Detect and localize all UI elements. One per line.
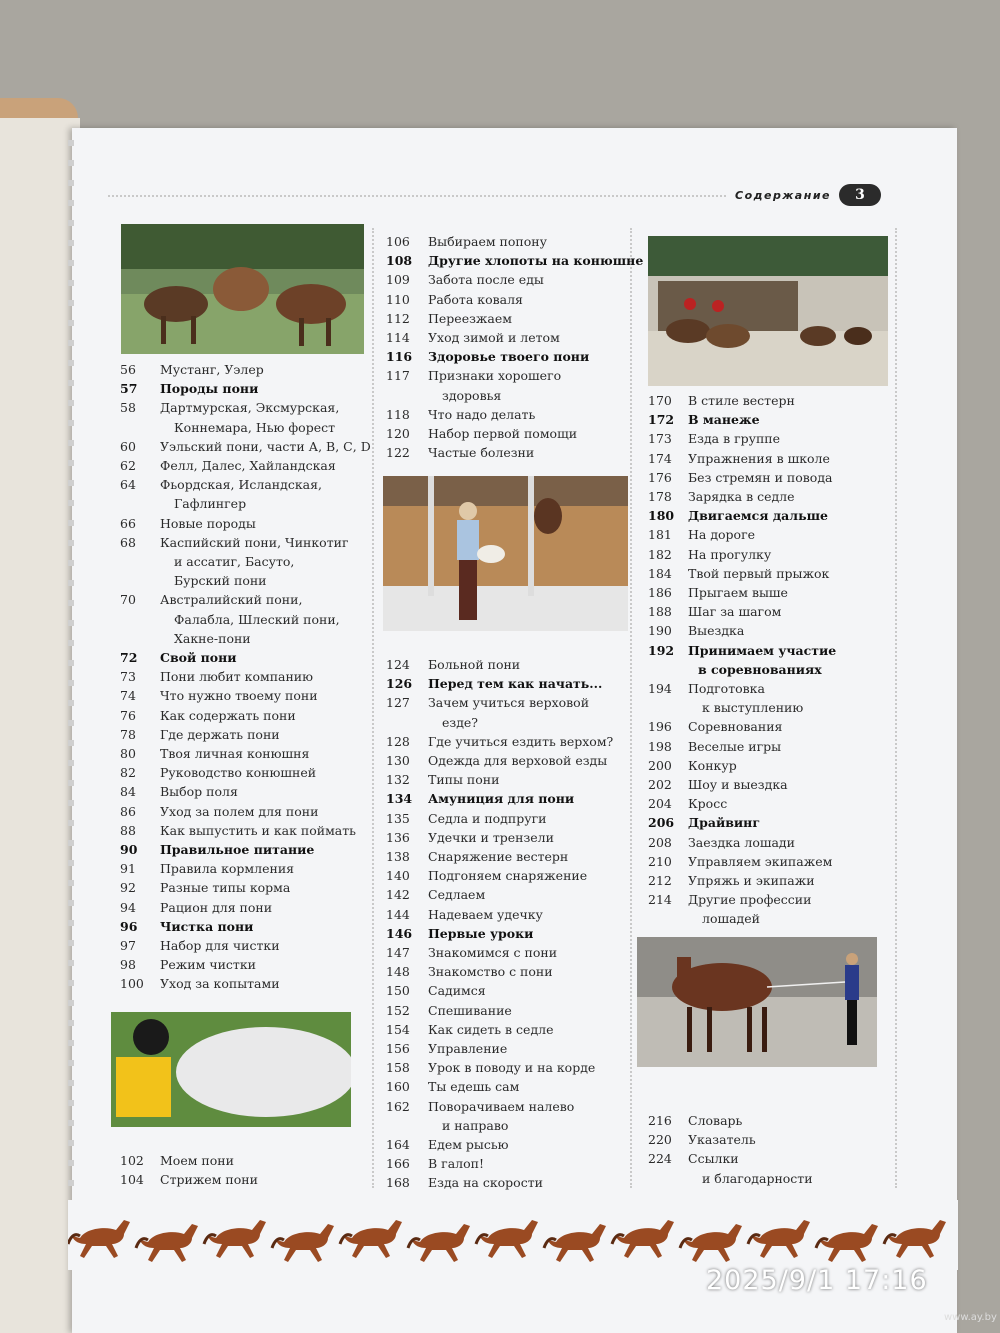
toc-entry-title: Каспийский пони, Чинкотиг bbox=[160, 534, 349, 550]
toc-entry-title: Гафлингер bbox=[174, 496, 247, 512]
toc-entry-title: и благодарности bbox=[702, 1170, 813, 1186]
toc-page-number: 210 bbox=[648, 853, 672, 869]
toc-entry-title: Пони любит компанию bbox=[160, 669, 314, 685]
toc-page-number: 98 bbox=[120, 957, 136, 973]
toc-page-number: 127 bbox=[386, 695, 410, 711]
toc-entry-title: Стрижем пони bbox=[160, 1172, 258, 1188]
toc-entry-title: Типы пони bbox=[428, 772, 500, 788]
toc-page-number: 170 bbox=[648, 393, 672, 408]
toc-page-number: 220 bbox=[648, 1132, 672, 1148]
toc-entry-title: Дартмурская, Эксмурская, bbox=[160, 400, 340, 416]
toc-page-number: 144 bbox=[386, 906, 410, 922]
toc-page-number: 56 bbox=[120, 362, 136, 377]
toc-page-number: 224 bbox=[648, 1151, 672, 1167]
toc-entry-title: Другие хлопоты на конюшне bbox=[428, 253, 644, 269]
photo-washing-grey-pony bbox=[111, 1012, 351, 1127]
toc-entry-title: Твой первый прыжок bbox=[688, 565, 830, 581]
toc-page-number: 196 bbox=[648, 719, 672, 735]
toc-page-number: 173 bbox=[648, 431, 672, 447]
toc-page-number: 135 bbox=[386, 810, 410, 826]
toc-entry-title: Породы пони bbox=[160, 381, 259, 397]
toc-page-number: 73 bbox=[120, 669, 136, 685]
toc-page-number: 102 bbox=[120, 1153, 144, 1168]
toc-page-number: 154 bbox=[386, 1021, 410, 1037]
toc-entry-title: Перед тем как начать... bbox=[428, 676, 603, 692]
toc-entry-title: Двигаемся дальше bbox=[688, 508, 828, 524]
toc-page-number: 198 bbox=[648, 738, 672, 754]
toc-entry-title: Что надо делать bbox=[428, 406, 536, 422]
toc-page-number: 128 bbox=[386, 733, 410, 749]
toc-page-number: 118 bbox=[386, 406, 410, 422]
galloping-horse-icon bbox=[884, 1220, 946, 1258]
toc-entry-title: Ты едешь сам bbox=[428, 1079, 520, 1095]
toc-page-number: 62 bbox=[120, 458, 136, 473]
toc-page-number: 78 bbox=[120, 726, 136, 742]
toc-entry-title: Что нужно твоему пони bbox=[160, 688, 318, 704]
photo-timestamp: 2025/9/1 17:16 bbox=[706, 1265, 928, 1296]
toc-entry-title: Как выпустить и как поймать bbox=[160, 822, 356, 838]
toc-page-number: 194 bbox=[648, 681, 672, 696]
toc-entry-title: Твоя личная конюшня bbox=[160, 746, 310, 761]
toc-entry-title: Работа коваля bbox=[428, 291, 523, 307]
toc-page-number: 181 bbox=[648, 527, 672, 543]
toc-page-number: 204 bbox=[648, 796, 672, 812]
toc-entry-title: Едем рысью bbox=[428, 1137, 509, 1152]
toc-entry-title: На дороге bbox=[688, 527, 756, 543]
toc-entry-title: Упражнения в школе bbox=[688, 450, 830, 466]
toc-page-number: 91 bbox=[120, 861, 136, 877]
toc-entry-title: Руководство конюшней bbox=[160, 765, 317, 781]
page-number-badge: 3 bbox=[839, 184, 881, 206]
galloping-horse-icon bbox=[68, 1220, 130, 1258]
toc-entry-title: Уход за копытами bbox=[160, 976, 280, 992]
toc-page-number: 114 bbox=[386, 330, 410, 345]
galloping-horse-icon bbox=[612, 1220, 674, 1258]
toc-entry-title: Снаряжение вестерн bbox=[428, 849, 569, 864]
toc-entry-title: Спешивание bbox=[428, 1002, 512, 1018]
toc-page-number: 58 bbox=[120, 400, 136, 416]
toc-entry-title: Без стремян и повода bbox=[688, 469, 833, 485]
toc-entry-title: Моем пони bbox=[160, 1153, 234, 1168]
toc-page-number: 158 bbox=[386, 1060, 410, 1076]
toc-page-number: 182 bbox=[648, 546, 672, 562]
toc-page-number: 80 bbox=[120, 746, 136, 761]
toc-page-number: 176 bbox=[648, 469, 672, 485]
column-separator-1 bbox=[372, 228, 374, 1188]
toc-page-number: 162 bbox=[386, 1098, 410, 1114]
toc-entry-title: Фелл, Далес, Хайландская bbox=[160, 458, 336, 473]
toc-page-number: 108 bbox=[386, 253, 413, 269]
toc-page-number: 76 bbox=[120, 707, 136, 723]
toc-page-number: 72 bbox=[120, 650, 138, 665]
toc-page-number: 70 bbox=[120, 592, 136, 608]
toc-page-number: 60 bbox=[120, 438, 136, 454]
toc-entry-title: Правильное питание bbox=[160, 842, 315, 857]
toc-entry-title: Правила кормления bbox=[160, 861, 295, 877]
toc-page-number: 74 bbox=[120, 688, 136, 704]
toc-page-number: 178 bbox=[648, 489, 672, 504]
toc-entry-title: Упряжь и экипажи bbox=[688, 873, 815, 888]
toc-entry-title: Фалабла, Шлеский пони, bbox=[174, 611, 340, 627]
toc-entry-title: Амуниция для пони bbox=[428, 791, 575, 807]
toc-entry-title: Шаг за шагом bbox=[688, 604, 782, 620]
toc-page-number: 200 bbox=[648, 757, 672, 773]
toc-page-number: 146 bbox=[386, 925, 413, 941]
toc-page-number: 126 bbox=[386, 676, 413, 692]
toc-page-number: 106 bbox=[386, 234, 410, 249]
toc-page-number: 188 bbox=[648, 604, 672, 620]
toc-page-number: 82 bbox=[120, 765, 136, 781]
toc-page-number: 86 bbox=[120, 803, 136, 819]
toc-page-number: 97 bbox=[120, 938, 136, 953]
header-rule bbox=[108, 195, 726, 197]
toc-entry-title: Частые болезни bbox=[428, 445, 535, 461]
toc-page-number: 57 bbox=[120, 381, 138, 397]
toc-page-number: 122 bbox=[386, 445, 410, 461]
toc-entry-title: Забота после еды bbox=[428, 272, 544, 288]
toc-entry-title: Уход зимой и летом bbox=[428, 330, 560, 345]
toc-page-number: 192 bbox=[648, 642, 675, 658]
toc-entry-title: Надеваем удечку bbox=[428, 906, 543, 922]
toc-entry-title: Где держать пони bbox=[160, 726, 280, 742]
toc-entry-title: Чистка пони bbox=[160, 918, 254, 934]
toc-entry-title: Где учиться ездить верхом? bbox=[428, 733, 614, 749]
toc-page-number: 212 bbox=[648, 873, 672, 888]
toc-entry-title: Бурский пони bbox=[174, 573, 267, 589]
toc-page-number: 92 bbox=[120, 880, 136, 896]
toc-page-number: 88 bbox=[120, 822, 136, 838]
toc-page-number: 134 bbox=[386, 791, 413, 807]
toc-entry-title: Принимаем участие bbox=[688, 642, 837, 658]
toc-page-number: 116 bbox=[386, 349, 413, 365]
galloping-horses-border bbox=[68, 1200, 958, 1270]
toc-entry-title: Садимся bbox=[428, 983, 486, 999]
toc-entry-title: Фьордская, Исландская, bbox=[160, 477, 322, 493]
toc-entry-title: Выбираем попону bbox=[428, 234, 547, 249]
photo-lunging-horse bbox=[637, 937, 877, 1067]
toc-page-number: 112 bbox=[386, 310, 410, 326]
toc-page-number: 216 bbox=[648, 1113, 672, 1128]
toc-page-number: 190 bbox=[648, 623, 672, 639]
toc-page-number: 109 bbox=[386, 272, 410, 288]
toc-entry-title: к выступлению bbox=[702, 700, 804, 716]
toc-entry-title: Заездка лошади bbox=[688, 834, 795, 850]
toc-entry-title: Уход за полем для пони bbox=[160, 803, 319, 819]
toc-entry-title: В стиле вестерн bbox=[688, 393, 795, 408]
toc-page-number: 208 bbox=[648, 834, 672, 850]
toc-page-number: 124 bbox=[386, 657, 410, 672]
toc-entry-title: Режим чистки bbox=[160, 957, 256, 973]
toc-entry-title: Указатель bbox=[688, 1132, 756, 1148]
toc-entry-title: Конкур bbox=[688, 757, 737, 773]
toc-entry-title: Набор первой помощи bbox=[428, 426, 578, 441]
galloping-horse-icon bbox=[408, 1224, 470, 1262]
toc-page-number: 132 bbox=[386, 772, 410, 788]
toc-entry-title: Удечки и трензели bbox=[428, 829, 554, 845]
galloping-horse-icon bbox=[204, 1220, 266, 1258]
toc-page-number: 110 bbox=[386, 291, 410, 307]
toc-entry-title: Езда в группе bbox=[688, 431, 781, 447]
toc-entry-title: Одежда для верховой езды bbox=[428, 753, 608, 768]
page-title: Содержание bbox=[735, 188, 831, 202]
toc-entry-title: Подготовка bbox=[688, 681, 765, 696]
galloping-horse-icon bbox=[748, 1220, 810, 1258]
column-separator-2 bbox=[630, 228, 632, 1188]
toc-page-number: 214 bbox=[648, 892, 672, 908]
toc-page-number: 152 bbox=[386, 1002, 410, 1018]
toc-entry-title: Зачем учиться верховой bbox=[428, 695, 590, 711]
toc-entry-title: Шоу и выездка bbox=[688, 777, 788, 792]
toc-page-number: 130 bbox=[386, 753, 410, 768]
toc-page-number: 142 bbox=[386, 887, 410, 903]
toc-page-number: 202 bbox=[648, 777, 672, 792]
toc-page-number: 96 bbox=[120, 918, 138, 934]
toc-page-number: 140 bbox=[386, 868, 410, 884]
toc-entry-title: Новые породы bbox=[160, 515, 256, 531]
toc-entry-title: Соревнования bbox=[688, 719, 783, 735]
galloping-horse-icon bbox=[544, 1224, 606, 1262]
toc-entry-title: Езда на скорости bbox=[428, 1175, 543, 1191]
photo-girl-at-stables bbox=[383, 476, 628, 631]
toc-entry-title: Коннемара, Нью форест bbox=[174, 419, 336, 435]
toc-entry-title: здоровья bbox=[442, 387, 502, 403]
toc-page-number: 90 bbox=[120, 842, 138, 857]
toc-page-number: 68 bbox=[120, 534, 136, 550]
toc-page-number: 66 bbox=[120, 515, 136, 531]
toc-entry-title: Седлаем bbox=[428, 887, 486, 903]
toc-page-number: 206 bbox=[648, 815, 675, 831]
toc-page-number: 148 bbox=[386, 964, 410, 980]
toc-entry-title: Австралийский пони, bbox=[160, 592, 303, 608]
toc-entry-title: Первые уроки bbox=[428, 925, 534, 941]
toc-entry-title: Урок в поводу и на корде bbox=[428, 1060, 596, 1076]
toc-page-number: 186 bbox=[648, 585, 672, 600]
toc-entry-title: Как сидеть в седле bbox=[428, 1021, 554, 1037]
toc-entry-title: Хакне-пони bbox=[174, 630, 251, 646]
toc-entry-title: Веселые игры bbox=[688, 738, 782, 754]
toc-entry-title: и направо bbox=[442, 1117, 509, 1133]
toc-page-number: 172 bbox=[648, 412, 675, 428]
toc-entry-title: Здоровье твоего пони bbox=[428, 349, 590, 365]
toc-entry-title: Разные типы корма bbox=[160, 880, 291, 896]
toc-entry-title: Другие профессии bbox=[688, 892, 812, 908]
toc-entry-title: Кросс bbox=[688, 796, 728, 812]
galloping-horse-icon bbox=[136, 1224, 198, 1262]
toc-page-number: 166 bbox=[386, 1156, 410, 1172]
toc-entry-title: Драйвинг bbox=[688, 815, 760, 831]
watermark: www.ay.by bbox=[944, 1312, 997, 1323]
toc-entry-title: и ассатиг, Басуто, bbox=[174, 553, 295, 569]
toc-entry-title: В манеже bbox=[688, 412, 760, 428]
toc-page-number: 147 bbox=[386, 945, 410, 960]
toc-entry-title: Свой пони bbox=[160, 650, 237, 665]
toc-entry-title: Признаки хорошего bbox=[428, 368, 562, 384]
toc-page-number: 120 bbox=[386, 426, 410, 441]
toc-entry-title: Выездка bbox=[688, 623, 745, 639]
photo-stable-riders bbox=[648, 236, 888, 386]
galloping-horse-icon bbox=[680, 1224, 742, 1262]
toc-page-number: 64 bbox=[120, 477, 136, 493]
toc-entry-title: На прогулку bbox=[688, 546, 772, 562]
binding-stitches bbox=[68, 140, 74, 1220]
toc-entry-title: Прыгаем выше bbox=[688, 585, 788, 600]
toc-entry-title: Как содержать пони bbox=[160, 707, 296, 723]
toc-entry-title: в соревнованиях bbox=[698, 661, 822, 677]
toc-entry-title: Словарь bbox=[688, 1113, 743, 1128]
toc-page-number: 168 bbox=[386, 1175, 410, 1191]
toc-entry-title: В галоп! bbox=[428, 1156, 484, 1172]
page-header bbox=[735, 184, 881, 206]
toc-page-number: 156 bbox=[386, 1041, 410, 1056]
toc-entry-title: Зарядка в седле bbox=[688, 489, 795, 504]
toc-entry-title: Знакомство с пони bbox=[428, 964, 553, 980]
toc-entry-title: Седла и подпруги bbox=[428, 810, 547, 826]
toc-entry-title: Набор для чистки bbox=[160, 938, 280, 953]
toc-page-number: 180 bbox=[648, 508, 675, 524]
toc-page-number: 84 bbox=[120, 784, 136, 800]
toc-page-number: 184 bbox=[648, 565, 672, 581]
toc-entry-title: Подгоняем снаряжение bbox=[428, 868, 588, 884]
toc-entry-title: лошадей bbox=[702, 911, 760, 927]
toc-page-number: 164 bbox=[386, 1137, 410, 1152]
toc-entry-title: Управление bbox=[428, 1041, 508, 1056]
toc-entry-title: Уэльский пони, части А, В, С, D bbox=[160, 438, 371, 454]
toc-page-number: 150 bbox=[386, 983, 410, 999]
toc-entry-title: Рацион для пони bbox=[160, 899, 273, 915]
right-edge-rule bbox=[895, 228, 897, 1188]
toc-entry-title: Переезжаем bbox=[428, 310, 512, 326]
galloping-horse-icon bbox=[272, 1224, 334, 1262]
toc-page-number: 104 bbox=[120, 1172, 144, 1188]
toc-entry-title: Ссылки bbox=[688, 1151, 739, 1167]
toc-entry-title: Поворачиваем налево bbox=[428, 1098, 575, 1114]
photo-rearing-ponies bbox=[121, 224, 364, 354]
toc-page-number: 174 bbox=[648, 450, 672, 466]
galloping-horse-icon bbox=[340, 1220, 402, 1258]
toc-page-number: 160 bbox=[386, 1079, 410, 1095]
galloping-horse-icon bbox=[476, 1220, 538, 1258]
toc-page-number: 100 bbox=[120, 976, 144, 992]
toc-entry-title: Управляем экипажем bbox=[688, 853, 833, 869]
toc-entry-title: Больной пони bbox=[428, 657, 521, 672]
toc-page-number: 94 bbox=[120, 899, 136, 915]
toc-entry-title: Мустанг, Уэлер bbox=[160, 362, 264, 377]
toc-page-number: 138 bbox=[386, 849, 410, 864]
toc-entry-title: Выбор поля bbox=[160, 784, 238, 800]
galloping-horse-icon bbox=[816, 1224, 878, 1262]
toc-page-number: 136 bbox=[386, 829, 410, 845]
toc-entry-title: езде? bbox=[442, 714, 479, 730]
toc-entry-title: Знакомимся с пони bbox=[428, 945, 558, 960]
toc-page-number: 117 bbox=[386, 368, 410, 384]
